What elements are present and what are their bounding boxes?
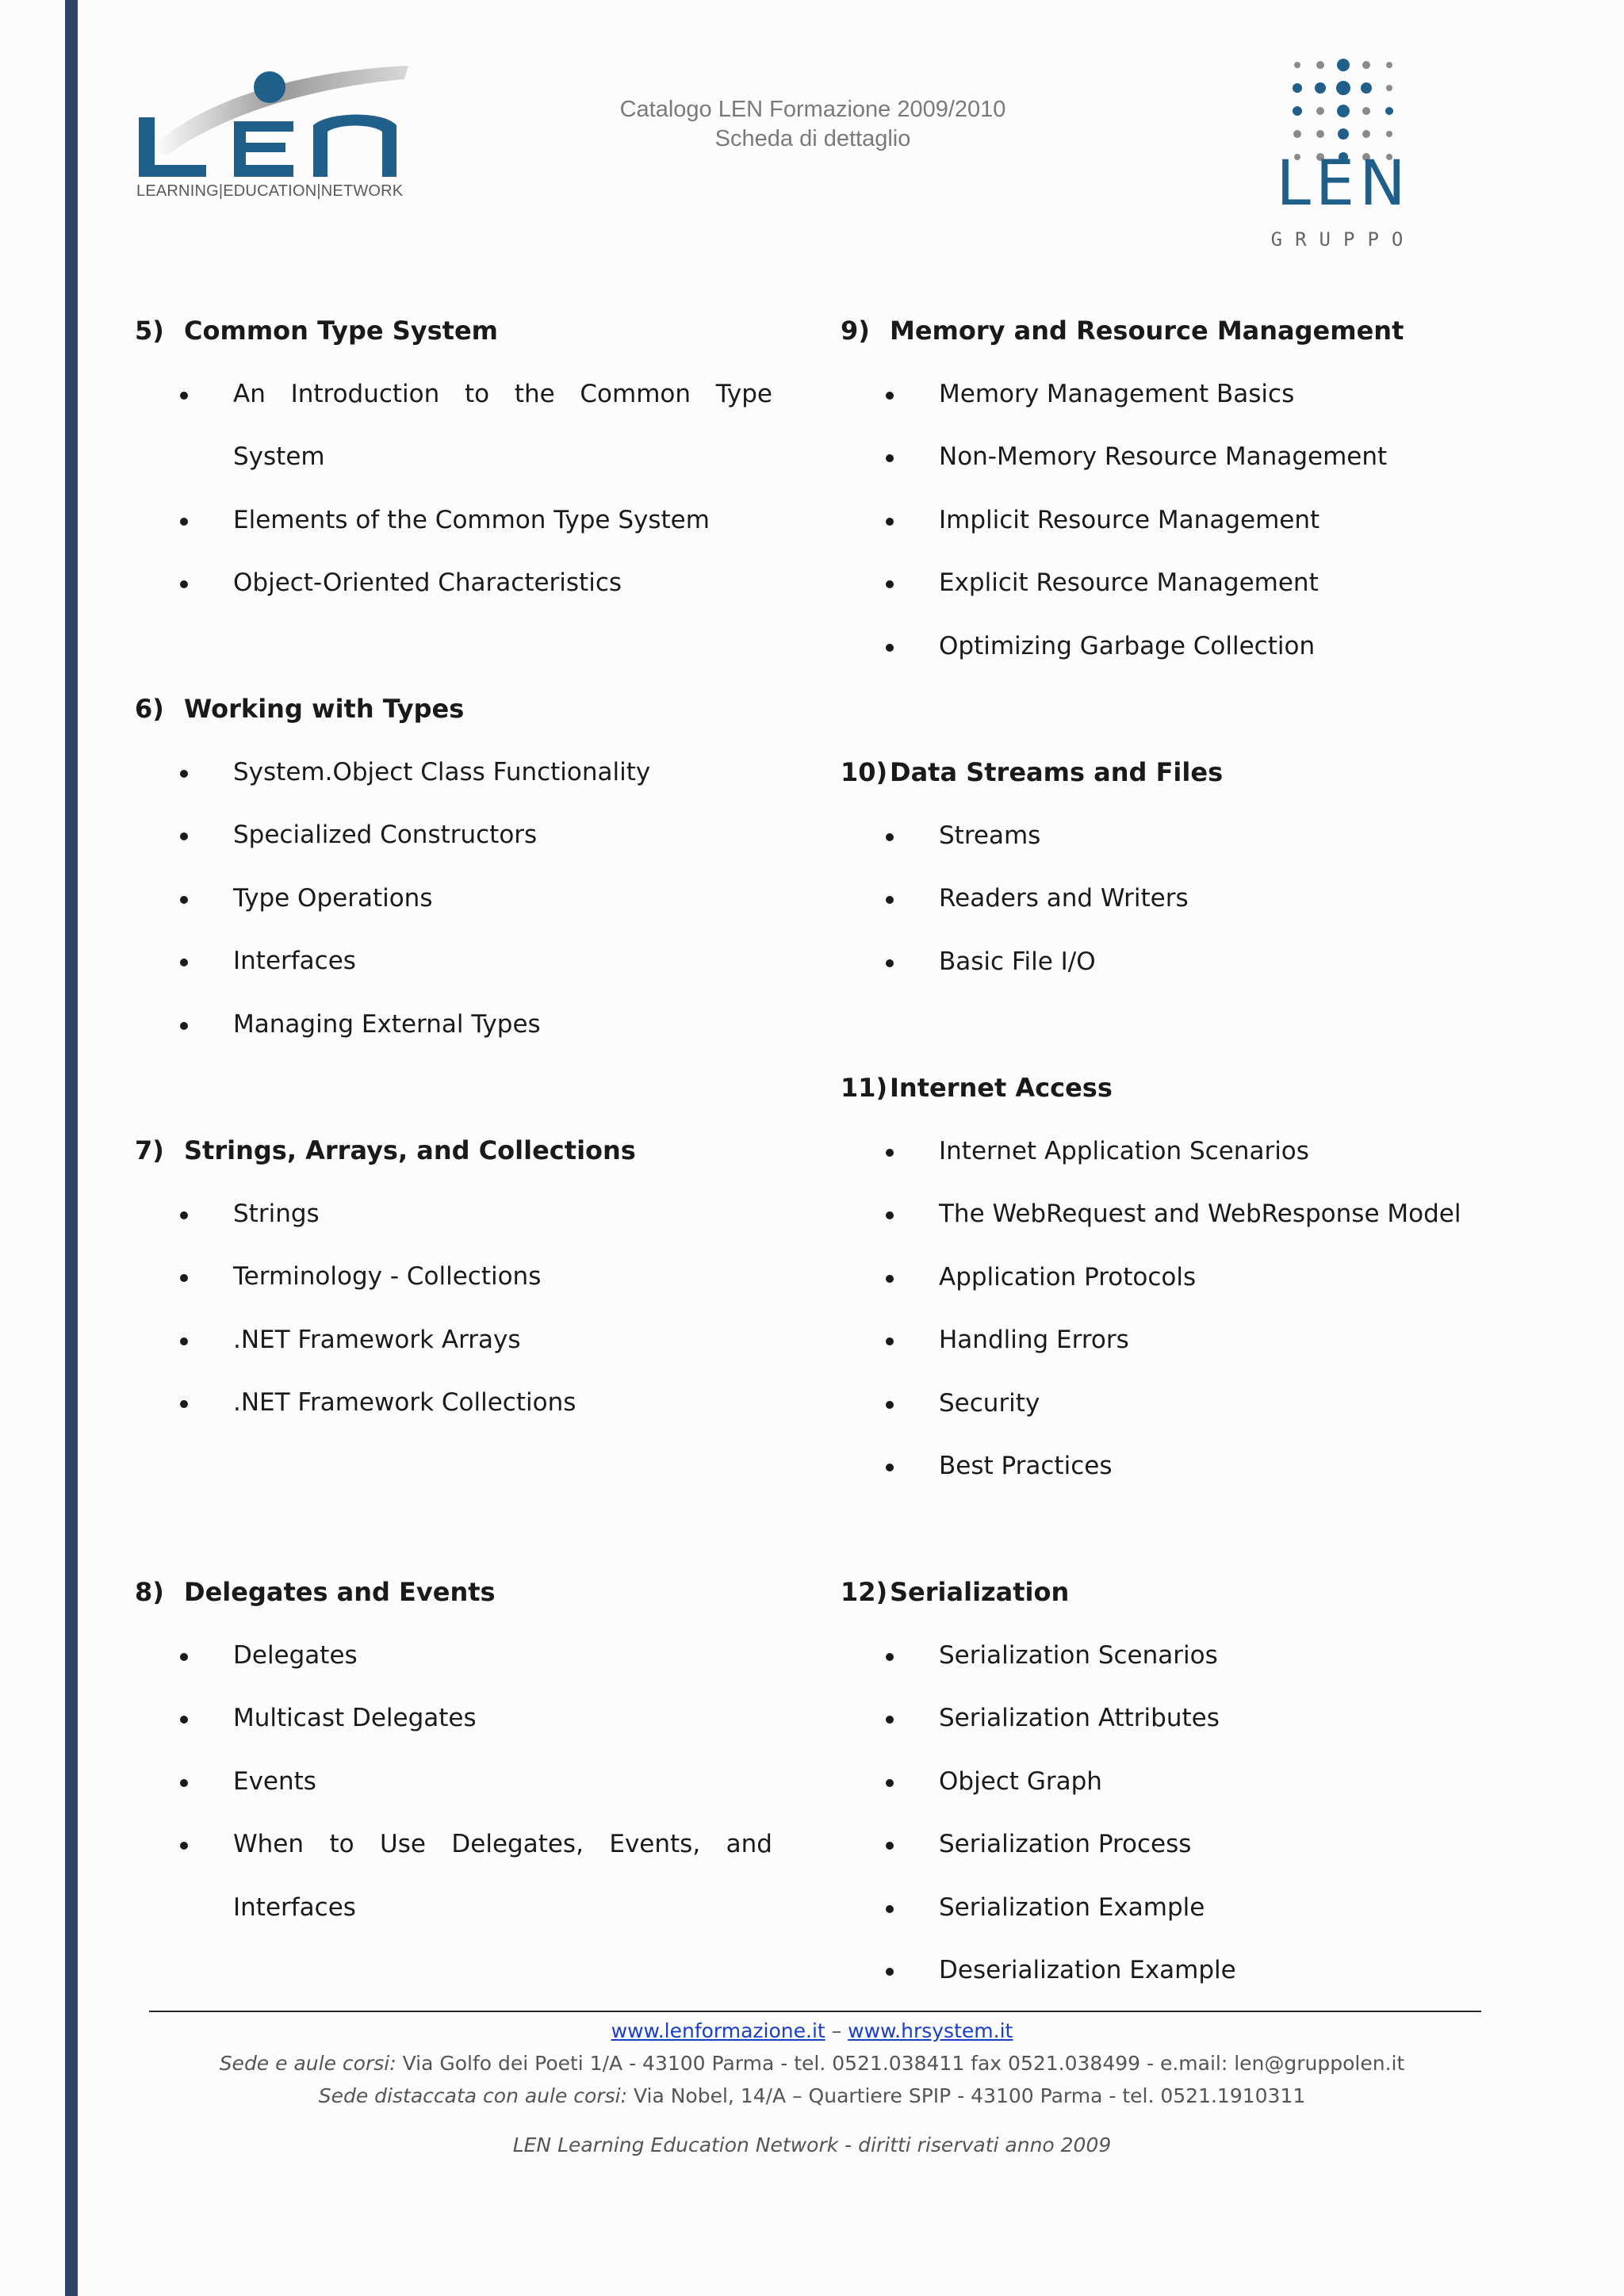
section-title — [841, 315, 1404, 346]
bullet-icon — [886, 896, 894, 904]
list-item-text: Managing External Types — [233, 1009, 541, 1039]
section-title-text: Strings, Arrays, and Collections — [184, 1135, 636, 1165]
list-item-word: Type — [715, 379, 772, 408]
list-item-word: When — [233, 1830, 304, 1858]
section-title-text: Memory and Resource Management — [890, 316, 1404, 346]
logo-dot — [1386, 62, 1392, 68]
list-item-text: Strings — [233, 1199, 320, 1228]
branch-text: Via Nobel, 14/A – Quartiere SPIP - 43100 Parma - tel. 0521.1910311 — [627, 2084, 1306, 2107]
bullet-icon — [886, 1275, 894, 1283]
bullet-icon — [886, 392, 894, 400]
bullet-icon — [180, 1274, 188, 1282]
bullet-icon — [886, 1149, 894, 1157]
link-lenformazione[interactable]: www.lenformazione.it — [611, 2019, 825, 2042]
logo-dot — [1293, 83, 1302, 93]
list-item-text: Streams — [939, 821, 1041, 850]
section-number: 10) — [841, 757, 888, 787]
list-item-text — [233, 1828, 772, 1860]
bullet-icon — [180, 1779, 188, 1787]
bullet-icon — [180, 1716, 188, 1724]
catalog-subtitle: Scheda di dettaglio — [714, 126, 911, 151]
list-item-text: Internet Application Scenarios — [939, 1136, 1309, 1165]
list-item-text: Deserialization Example — [939, 1956, 1236, 1984]
bullet-icon — [886, 1779, 894, 1787]
bullet-icon — [886, 959, 894, 967]
logo-dot — [1294, 62, 1300, 68]
logo-dot — [1316, 61, 1324, 69]
section-title — [841, 1072, 1113, 1104]
bullet-icon — [886, 833, 894, 841]
bullet-icon — [180, 1022, 188, 1030]
address-text: Via Golfo dei Poeti 1/A - 43100 Parma - tel. 0521.038411 fax 0521.038499 - e.mail: len@gruppolen.it — [396, 2052, 1405, 2075]
logo-dot — [1336, 81, 1350, 95]
section-number: 5) — [135, 316, 164, 346]
bullet-icon — [886, 1905, 894, 1913]
section-title-text: Delegates and Events — [184, 1577, 496, 1607]
list-item-continuation: Interfaces — [233, 1892, 356, 1922]
section-number: 9) — [841, 316, 870, 346]
bullet-icon — [180, 1337, 188, 1345]
bullet-icon — [886, 644, 894, 652]
bullet-icon — [180, 1211, 188, 1219]
section-number: 12) — [841, 1577, 888, 1607]
list-item-text: Basic File I/O — [939, 947, 1096, 976]
list-item-text: Application Protocols — [939, 1262, 1197, 1292]
list-item-text: Terminology - Collections — [233, 1262, 542, 1291]
link-hrsystem[interactable]: www.hrsystem.it — [848, 2019, 1013, 2042]
list-item-text: Events — [233, 1766, 316, 1796]
list-item-text: Interfaces — [233, 947, 356, 975]
section-title-text: Common Type System — [184, 316, 498, 346]
list-item-text: Specialized Constructors — [233, 821, 538, 849]
footer-divider — [149, 2011, 1481, 2012]
link-separator: – — [825, 2019, 848, 2042]
list-item-word: Use — [380, 1830, 426, 1858]
footer-links — [0, 2019, 1624, 2044]
list-item-text: Type Operations — [233, 883, 433, 913]
bullet-icon — [886, 1968, 894, 1976]
list-item-text: Optimizing Garbage Collection — [939, 631, 1316, 660]
list-item-word: Delegates, — [451, 1830, 584, 1858]
list-item-text: Implicit Resource Management — [939, 505, 1320, 534]
list-item-text: Handling Errors — [939, 1326, 1129, 1354]
catalog-header — [508, 95, 1118, 154]
list-item-text: .NET Framework Collections — [233, 1388, 576, 1417]
logo-dot — [1315, 82, 1326, 94]
bullet-icon — [886, 1337, 894, 1345]
svg-text:GRUPPO: GRUPPO — [1270, 228, 1416, 251]
list-item-word: Events, — [609, 1830, 701, 1858]
bullet-icon — [180, 1842, 188, 1850]
len-gruppo-logo — [1253, 48, 1443, 254]
bullet-icon — [886, 1464, 894, 1471]
len-logo — [135, 62, 420, 209]
catalog-title: Catalogo LEN Formazione 2009/2010 — [619, 97, 1006, 122]
section-number: 6) — [135, 694, 164, 724]
list-item-word: to — [329, 1830, 354, 1858]
bullet-icon — [886, 518, 894, 526]
section-title-text: Serialization — [890, 1577, 1070, 1607]
logo-dot — [1338, 128, 1349, 140]
bullet-icon — [180, 518, 188, 526]
logo-dot — [1293, 130, 1301, 138]
list-item-text: Delegates — [233, 1640, 358, 1670]
address-label: Sede e aule corsi: — [219, 2052, 396, 2075]
section-title — [135, 1576, 496, 1608]
section-number: 11) — [841, 1073, 888, 1103]
section-title-text: Internet Access — [890, 1073, 1113, 1103]
logo-dot — [1337, 59, 1350, 71]
footer-copyright — [0, 2133, 1624, 2158]
list-item-text: Serialization Attributes — [939, 1704, 1220, 1732]
footer-address — [0, 2051, 1624, 2076]
list-item-text — [233, 378, 772, 410]
list-item-text: Multicast Delegates — [233, 1704, 477, 1732]
section-title — [841, 756, 1223, 788]
logo-dot — [1362, 61, 1370, 69]
bullet-icon — [180, 580, 188, 588]
logo-dot — [1386, 131, 1392, 137]
list-item-text: .NET Framework Arrays — [233, 1325, 521, 1354]
list-item-text: Explicit Resource Management — [939, 568, 1319, 597]
list-item-text: Elements of the Common Type System — [233, 505, 710, 534]
list-item-continuation: System — [233, 442, 325, 471]
list-item-text: The WebRequest and WebResponse Model — [939, 1200, 1461, 1228]
list-item-word: Introduction — [290, 379, 440, 408]
section-title — [135, 693, 464, 725]
section-number: 7) — [135, 1135, 164, 1165]
bullet-icon — [180, 1400, 188, 1408]
left-accent-bar — [65, 0, 78, 2296]
logo-caption: LEARNING|EDUCATION|NETWORK — [136, 182, 404, 200]
copyright-org: LEN Learning Education Network — [512, 2133, 839, 2156]
logo-dot — [1337, 105, 1350, 117]
bullet-icon — [886, 1716, 894, 1724]
list-item-text: Security — [939, 1388, 1040, 1418]
list-item-text: Memory Management Basics — [939, 379, 1295, 408]
list-item-text: Object Graph — [939, 1766, 1102, 1796]
logo-dot — [1386, 85, 1392, 91]
bullet-icon — [180, 959, 188, 966]
list-item-word: and — [726, 1830, 772, 1858]
logo-dot — [1361, 82, 1372, 94]
svg-text:LEN: LEN — [1276, 148, 1411, 220]
list-item-text: Serialization Example — [939, 1892, 1205, 1922]
list-item-word: Common — [580, 379, 691, 408]
list-item-text: Serialization Process — [939, 1830, 1192, 1858]
bullet-icon — [180, 392, 188, 400]
list-item-word: to — [465, 379, 490, 408]
branch-label: Sede distaccata con aule corsi: — [318, 2084, 628, 2107]
copyright-text: - diritti riservati anno 2009 — [838, 2133, 1112, 2156]
logo-dot — [1362, 107, 1370, 115]
logo-dot — [1316, 130, 1324, 138]
logo-dot — [1362, 130, 1370, 138]
bullet-icon — [886, 1211, 894, 1219]
len-gruppo-logo-icon — [1253, 48, 1443, 254]
bullet-icon — [886, 580, 894, 588]
section-title-text: Data Streams and Files — [890, 757, 1224, 787]
logo-dot — [1293, 106, 1302, 116]
list-item-word: An — [233, 379, 266, 408]
bullet-icon — [886, 1653, 894, 1661]
list-item-word: the — [514, 379, 555, 408]
bullet-icon — [180, 896, 188, 904]
list-item-text: Serialization Scenarios — [939, 1640, 1218, 1670]
section-number: 8) — [135, 1577, 164, 1607]
list-item-text: System.Object Class Functionality — [233, 757, 651, 786]
bullet-icon — [180, 832, 188, 840]
bullet-icon — [180, 1653, 188, 1661]
section-title — [841, 1576, 1069, 1608]
section-title — [135, 1135, 636, 1166]
bullet-icon — [886, 1401, 894, 1409]
logo-dot — [1385, 107, 1393, 115]
section-title — [135, 315, 498, 346]
list-item-text: Readers and Writers — [939, 884, 1189, 913]
list-item-text: Non-Memory Resource Management — [939, 442, 1388, 471]
section-title-text: Working with Types — [184, 694, 465, 724]
footer-branch-address — [0, 2084, 1624, 2109]
logo-dot — [1316, 107, 1324, 115]
bullet-icon — [886, 454, 894, 462]
bullet-icon — [180, 770, 188, 778]
list-item-text: Object-Oriented Characteristics — [233, 568, 622, 597]
list-item-text: Best Practices — [939, 1452, 1113, 1480]
bullet-icon — [886, 1842, 894, 1850]
